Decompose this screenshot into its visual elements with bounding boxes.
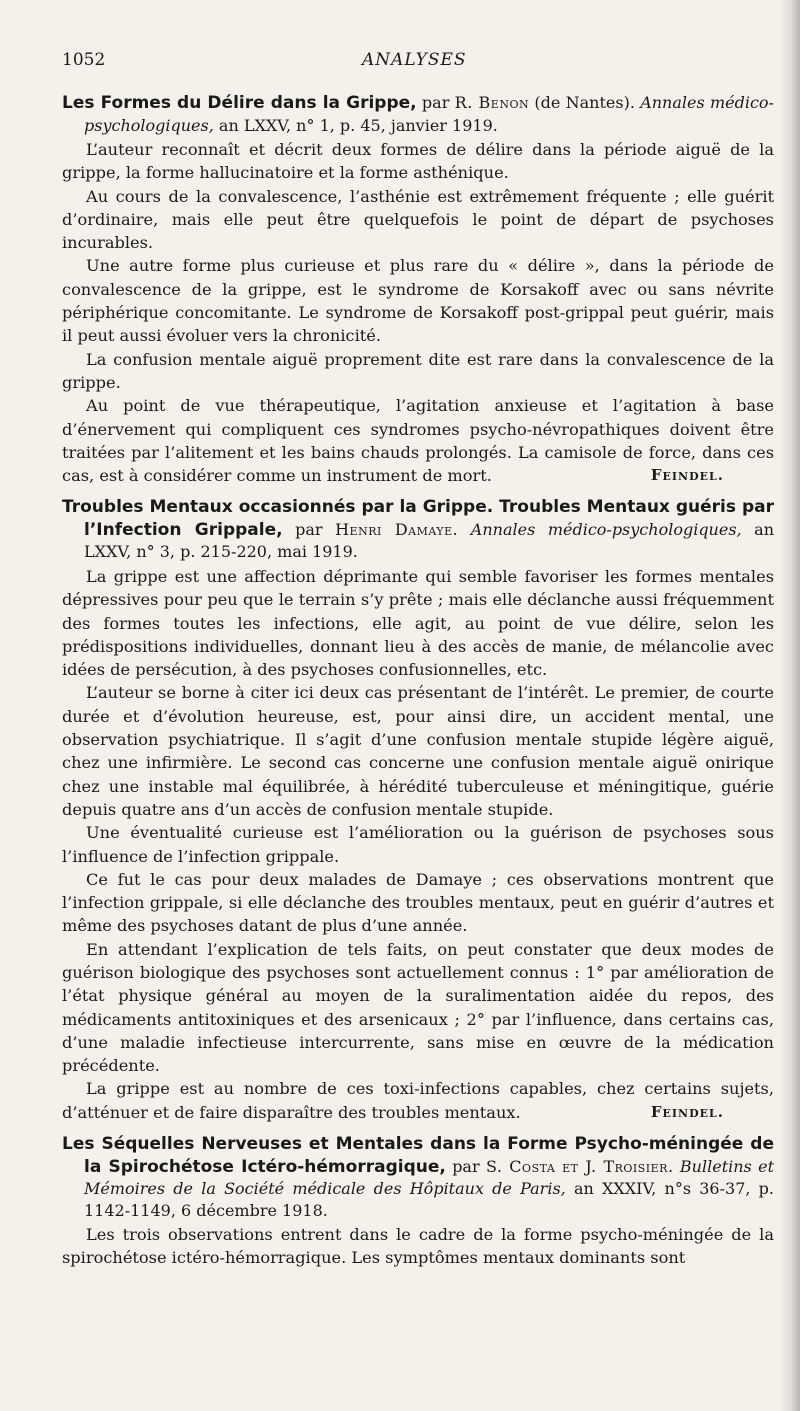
article-heading: [62, 496, 774, 563]
paragraph: Une autre forme plus curieuse et plus rare du « délire », dans la période de convalescence de la grippe, est le syndrome de Korsakoff avec ou sans névrite périphérique concomitante. Le syndrome de Korsakoff post-grippal peut guérir, mais il peut aussi évoluer vers la chronicité.: [62, 256, 774, 346]
page-edge-shadow: [780, 0, 800, 1411]
paragraph: La confusion mentale aiguë proprement dite est rare dans la convalescence de la grippe.: [62, 349, 774, 392]
article-author: Henri Damaye.: [335, 519, 459, 539]
paragraph: En attendant l’explication de tels faits, on peut constater que deux modes de guérison biologique des psychoses sont actuellement connus : 1° par amélioration de l’état physique général au moyen de la suralimentation aidée du repos, des médicaments antitoxiniques et des arsenicaux ; 2° par l’influence, dans certains cas, d’une maladie infectieuse intercurrente, sans mise en œuvre de la médication précédente.: [62, 939, 774, 1076]
paragraph: Au cours de la convalescence, l’asthénie est extrêmement fréquente ; elle guérit d’ordinaire, mais elle peut être quelquefois le point de départ de psychoses incurables.: [62, 186, 774, 253]
paragraph: L’auteur se borne à citer ici deux cas présentant de l’intérêt. Le premier, de courte durée et d’évolution heureuse, est, pour ainsi dire, un accident mental, une observation psychiatrique. Il s’agit d’une confusion mentale stupide légère aiguë, chez une infirmière. Le second cas concerne une confusion mentale aiguë onirique chez une instable mal équilibrée, à hérédité tuberculeuse et méningitique, guérie depuis quatre ans d’un accès de confusion mentale stupide.: [62, 683, 774, 819]
article-by: par: [421, 93, 450, 112]
article-author: R. Benon: [454, 93, 530, 112]
article-heading: [62, 92, 774, 136]
article-title: Troubles Mentaux occasionnés par la Grippe. Troubles Mentaux guéris par l’Infection Grippale,: [62, 497, 774, 540]
article-3: [62, 1133, 774, 1270]
article-affiliation: (de Nantes).: [534, 93, 635, 112]
article-title: Les Séquelles Nerveuses et Mentales dans la Forme Psycho-méningée de la Spirochétose Ictéro-hémorragique,: [62, 1134, 774, 1177]
article-journal: Annales médico-psychologiques,: [84, 93, 774, 135]
article-author: S. Costa et J. Troisier.: [485, 1156, 674, 1176]
article-heading: [62, 1133, 774, 1221]
article-journal: Bulletins et Mémoires de la Société médicale des Hôpitaux de Paris,: [84, 1156, 774, 1199]
paragraph-text: Au point de vue thérapeutique, l’agitation anxieuse et l’agitation à base d’énervement qui compliquent ces syndromes psycho-névropathiques doivent être traitées par l’alitement et les bains chauds prolongés. La camisole de force, dans ces cas, est à considérer comme un instrument de mort.: [62, 396, 774, 486]
article-reference: an XXXIV, n°s 36-37, p. 1142-1149, 6 décembre 1918.: [84, 1179, 774, 1220]
article-reference: an LXXV, n° 1, p. 45, janvier 1919.: [218, 115, 498, 135]
article-2: [62, 496, 774, 1124]
paragraph: Une éventualité curieuse est l’amélioration ou la guérison de psychoses sous l’influence de l’infection grippale.: [62, 823, 774, 866]
paragraph: Les trois observations entrent dans le cadre de la forme psycho-méningée de la spirochétose ictéro-hémorragique. Les symptômes mentaux dominants sont: [62, 1225, 774, 1268]
page-header: [62, 50, 738, 78]
article-by: par: [295, 519, 323, 539]
paragraph-text: La grippe est au nombre de ces toxi-infections capables, chez certains sujets, d’atténuer et de faire disparaître des troubles mentaux.: [62, 1079, 774, 1122]
article-by: par: [452, 1156, 480, 1176]
signature: Feindel.: [650, 1102, 724, 1121]
article-journal: Annales médico-psychologiques,: [470, 519, 742, 539]
paragraph: La grippe est une affection déprimante qui semble favoriser les formes mentales dépressives pour peu que le terrain s’y prête ; mais elle déclanche aussi fréquemment des formes toutes les infections, elle agit, au point de vue délire, selon les prédispositions individuelles, donnant lieu à des accès de manie, de mélancolie avec idées de persécution, à des psychoses confusionnelles, etc.: [62, 566, 774, 680]
article-title: Les Formes du Délire dans la Grippe,: [62, 93, 417, 113]
paragraph: L’auteur reconnaît et décrit deux formes de délire dans la période aiguë de la grippe, la forme hallucinatoire et la forme asthénique.: [62, 140, 774, 183]
article-reference: an LXXV, n° 3, p. 215-220, mai 1919.: [84, 519, 775, 562]
signature: Feindel.: [650, 466, 724, 485]
article-1: [62, 92, 774, 487]
paragraph-with-signature: [62, 394, 774, 487]
paragraph-with-signature: [62, 1077, 774, 1124]
paragraph: Ce fut le cas pour deux malades de Damaye ; ces observations montrent que l’infection grippale, si elle déclanche des troubles mentaux, peut en guérir d’autres et même des psychoses datant de plus d’une année.: [62, 869, 774, 936]
page-content: [62, 92, 774, 1279]
running-head: ANALYSES: [362, 50, 467, 70]
page-number: 1052: [62, 50, 106, 70]
